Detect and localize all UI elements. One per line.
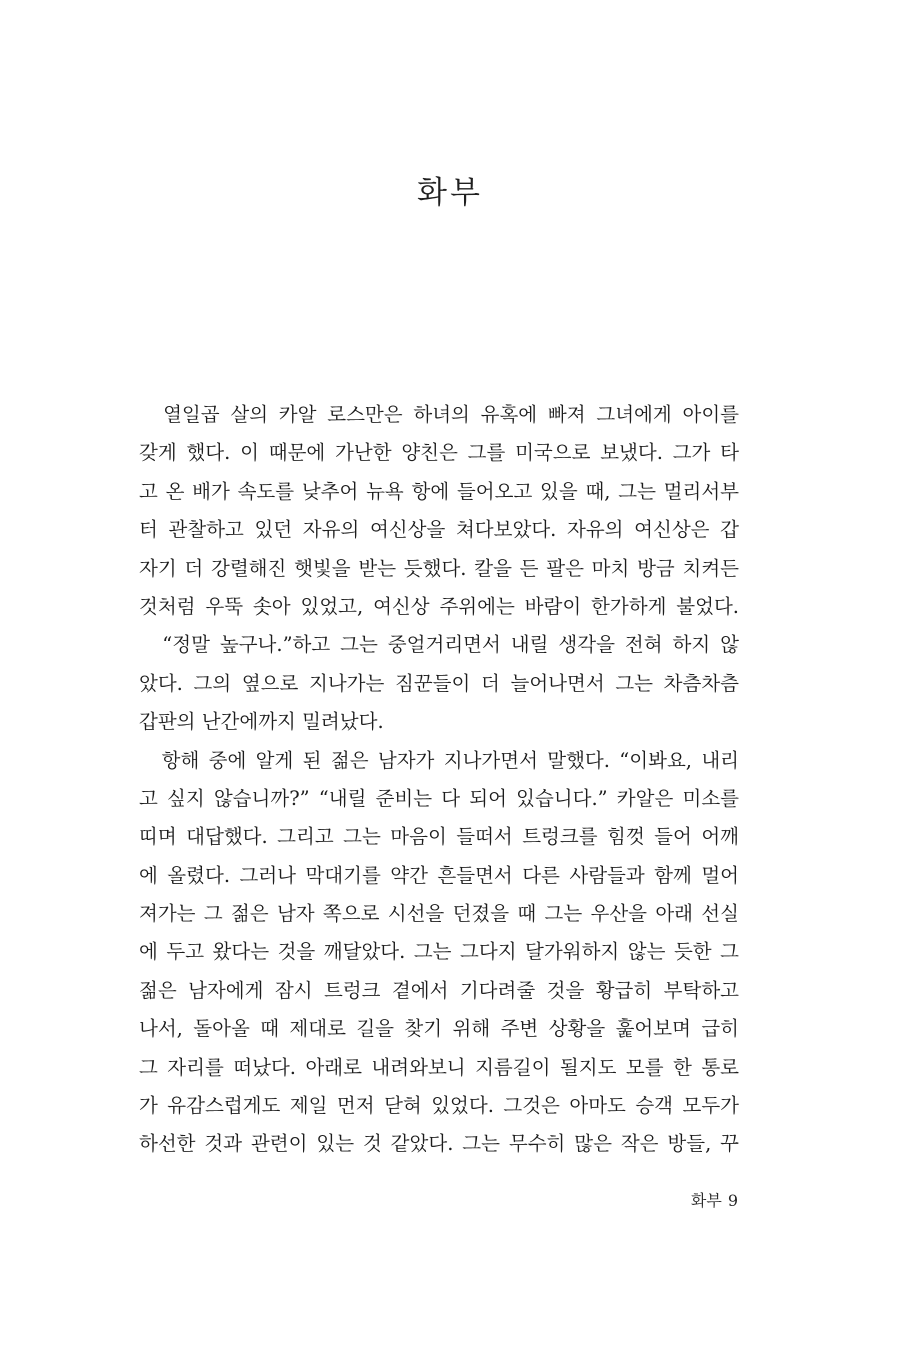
text-line: 젊은 남자에게 잠시 트렁크 곁에서 기다려줄 것을 황급히 부탁하고 xyxy=(139,978,739,1002)
text-line: 고 온 배가 속도를 낮추어 뉴욕 항에 들어오고 있을 때, 그는 멀리서부 xyxy=(139,479,739,503)
text-line: 았다. 그의 옆으로 지나가는 짐꾼들이 더 늘어나면서 그는 차츰차츰 xyxy=(139,671,739,695)
text-line: 고 싶지 않습니까?” “내릴 준비는 다 되어 있습니다.” 카알은 미소를 xyxy=(139,786,739,810)
body-text xyxy=(139,396,739,1164)
text-line: 에 올렸다. 그러나 막대기를 약간 흔들면서 다른 사람들과 함께 멀어 xyxy=(139,863,739,887)
page-footer xyxy=(691,1188,738,1211)
text-line: 터 관찰하고 있던 자유의 여신상을 쳐다보았다. 자유의 여신상은 갑 xyxy=(139,518,739,542)
text-line: 띠며 대답했다. 그리고 그는 마음이 들떠서 트렁크를 힘껏 들어 어깨 xyxy=(139,825,739,849)
running-title: 화부 xyxy=(690,1191,722,1210)
text-line: 하선한 것과 관련이 있는 것 같았다. 그는 무수히 많은 작은 방들, 꾸 xyxy=(139,1132,739,1156)
chapter-title: 화부 xyxy=(417,175,483,211)
page-number: 9 xyxy=(727,1191,738,1210)
text-line: 열일곱 살의 카알 로스만은 하녀의 유혹에 빠져 그녀에게 아이를 xyxy=(139,403,739,426)
text-line: 가 유감스럽게도 제일 먼저 닫혀 있었다. 그것은 아마도 승객 모두가 xyxy=(139,1094,739,1118)
text-line: 자기 더 강렬해진 햇빛을 받는 듯했다. 칼을 든 팔은 마치 방금 치켜든 xyxy=(139,556,739,580)
text-line: “정말 높구나.”하고 그는 중얼거리면서 내릴 생각을 전혀 하지 않 xyxy=(139,633,739,657)
text-line: 에 두고 왔다는 것을 깨달았다. 그는 그다지 달가워하지 않는 듯한 그 xyxy=(139,940,739,964)
text-line: 나서, 돌아올 때 제대로 길을 찾기 위해 주변 상황을 훑어보며 급히 xyxy=(139,1017,739,1041)
text-line: 갖게 했다. 이 때문에 가난한 양친은 그를 미국으로 보냈다. 그가 타 xyxy=(139,441,739,465)
text-line: 것처럼 우뚝 솟아 있었고, 여신상 주위에는 바람이 한가하게 불었다. xyxy=(139,594,739,618)
text-line: 항해 중에 알게 된 젊은 남자가 지나가면서 말했다. “이봐요, 내리 xyxy=(139,748,739,772)
text-line: 그 자리를 떠났다. 아래로 내려와보니 지름길이 될지도 모를 한 통로 xyxy=(139,1055,739,1079)
text-line: 져가는 그 젊은 남자 쪽으로 시선을 던졌을 때 그는 우산을 아래 선실 xyxy=(139,902,739,926)
text-line: 갑판의 난간에까지 밀려났다. xyxy=(139,710,384,734)
